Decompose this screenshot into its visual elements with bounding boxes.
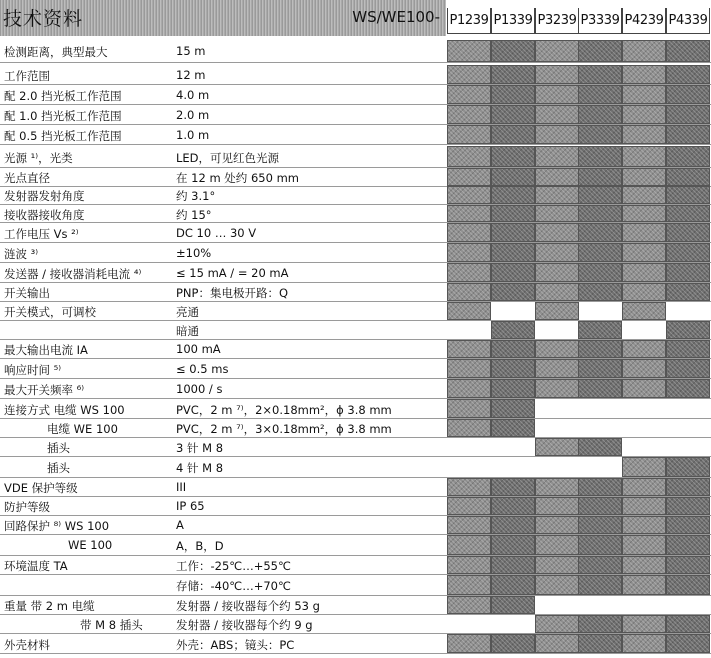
spec-value: 1000 / s xyxy=(176,382,223,396)
spec-value: PVC，2 m ⁷⁾，2×0.18mm²，ϕ 3.8 mm xyxy=(176,403,392,417)
applicability-cell-p4239 xyxy=(622,146,666,167)
spec-label: 最大开关频率 ⁶⁾ xyxy=(4,383,85,397)
spec-value: 发射器 / 接收器每个约 9 g xyxy=(176,618,313,632)
applicability-cell-p4339 xyxy=(666,125,710,144)
applicability-cell-p3239 xyxy=(535,516,579,534)
applicability-cell-p3239 xyxy=(535,438,579,456)
spec-label: 光源 ¹⁾，光类 xyxy=(4,151,73,165)
applicability-cell-p3239 xyxy=(535,359,579,378)
applicability-cell-p3339 xyxy=(578,340,622,358)
applicability-cell-p3239 xyxy=(535,497,579,515)
applicability-cell-p1339 xyxy=(491,399,535,418)
model-header-p1239: P1239 xyxy=(447,8,491,34)
applicability-cell-p4239 xyxy=(622,283,666,301)
spec-label: 带 M 8 插头 xyxy=(80,618,143,632)
applicability-cell-p1339 xyxy=(491,168,535,186)
spec-label: 回路保护 ⁸⁾ WS 100 xyxy=(4,519,110,533)
applicability-cell-p1239 xyxy=(447,516,491,534)
applicability-cell-p4239 xyxy=(622,340,666,358)
applicability-cell-p3239 xyxy=(535,615,579,633)
spec-value: 2.0 m xyxy=(176,108,210,122)
applicability-cell-p1239 xyxy=(447,399,491,418)
spec-label: 光点直径 xyxy=(4,171,50,185)
applicability-cell-p1239 xyxy=(447,146,491,167)
applicability-cell-p3339 xyxy=(578,105,622,124)
spec-value: 工作：-25℃…+55℃ xyxy=(176,559,291,573)
spec-value: 约 15° xyxy=(176,208,212,222)
applicability-cell-p3339 xyxy=(578,321,622,339)
applicability-cell-p1239 xyxy=(447,634,491,653)
applicability-cell-p1339 xyxy=(491,243,535,262)
row-divider xyxy=(0,301,711,302)
applicability-cell-p3239 xyxy=(535,146,579,167)
applicability-cell-p1239 xyxy=(447,340,491,358)
applicability-cell-p3339 xyxy=(578,125,622,144)
spec-value: 3 针 M 8 xyxy=(176,441,224,455)
applicability-cell-p3339 xyxy=(578,478,622,496)
applicability-cell-p1339 xyxy=(491,556,535,574)
spec-value: 12 m xyxy=(176,68,206,82)
applicability-cell-p3239 xyxy=(535,535,579,555)
applicability-cell-p4339 xyxy=(666,40,710,62)
spec-value: 4 针 M 8 xyxy=(176,461,224,475)
applicability-cell-p3239 xyxy=(535,223,579,242)
applicability-cell-p3239 xyxy=(535,105,579,124)
applicability-cell-p1339 xyxy=(491,321,535,339)
applicability-cell-p1239 xyxy=(447,263,491,282)
spec-label: 响应时间 ⁵⁾ xyxy=(4,363,62,377)
applicability-cell-p3339 xyxy=(578,40,622,62)
applicability-cell-p4239 xyxy=(622,65,666,84)
spec-label: 配 2.0 挡光板工作范围 xyxy=(4,89,122,103)
applicability-cell-p3239 xyxy=(535,243,579,262)
applicability-cell-p1239 xyxy=(447,478,491,496)
model-header-p4339: P4339 xyxy=(666,8,710,34)
applicability-cell-p1339 xyxy=(491,516,535,534)
spec-label: 配 0.5 挡光板工作范围 xyxy=(4,129,122,143)
spec-value: 约 3.1° xyxy=(176,189,216,203)
spec-value: 亮通 xyxy=(176,305,199,319)
spec-label: 最大输出电流 IA xyxy=(4,343,88,357)
spec-label: 插头 xyxy=(47,441,70,455)
row-divider xyxy=(0,418,711,419)
applicability-cell-p4239 xyxy=(622,457,666,477)
applicability-cell-p3339 xyxy=(578,85,622,104)
applicability-cell-p4239 xyxy=(622,497,666,515)
applicability-cell-p1239 xyxy=(447,223,491,242)
applicability-cell-p1339 xyxy=(491,85,535,104)
applicability-cell-p1239 xyxy=(447,497,491,515)
applicability-cell-p1239 xyxy=(447,283,491,301)
applicability-cell-p1239 xyxy=(447,65,491,84)
applicability-cell-p3339 xyxy=(578,516,622,534)
applicability-cell-p4339 xyxy=(666,105,710,124)
spec-value: 在 12 m 处约 650 mm xyxy=(176,171,299,185)
applicability-cell-p1339 xyxy=(491,497,535,515)
applicability-cell-p4339 xyxy=(666,223,710,242)
model-prefix: WS/WE100- xyxy=(352,8,440,26)
applicability-cell-p1339 xyxy=(491,419,535,437)
applicability-cell-p3339 xyxy=(578,556,622,574)
spec-value: A xyxy=(176,518,184,532)
applicability-cell-p3339 xyxy=(578,146,622,167)
applicability-cell-p3239 xyxy=(535,556,579,574)
applicability-cell-p3339 xyxy=(578,243,622,262)
applicability-cell-p3339 xyxy=(578,615,622,633)
applicability-cell-p3339 xyxy=(578,65,622,84)
applicability-cell-p4239 xyxy=(622,575,666,595)
applicability-cell-p4239 xyxy=(622,243,666,262)
applicability-cell-p4339 xyxy=(666,243,710,262)
applicability-cell-p4339 xyxy=(666,168,710,186)
spec-value: ±10% xyxy=(176,246,212,260)
spec-label: 外壳材料 xyxy=(4,638,50,652)
spec-value: ≤ 0.5 ms xyxy=(176,362,229,376)
applicability-cell-p3239 xyxy=(535,40,579,62)
applicability-cell-p1239 xyxy=(447,186,491,204)
applicability-cell-p4239 xyxy=(622,634,666,653)
applicability-cell-p1339 xyxy=(491,283,535,301)
applicability-cell-p4339 xyxy=(666,497,710,515)
applicability-cell-p4339 xyxy=(666,556,710,574)
spec-value: 暗通 xyxy=(176,324,199,338)
spec-label: 连接方式 电缆 WS 100 xyxy=(4,403,125,417)
applicability-cell-p3339 xyxy=(578,438,622,456)
applicability-cell-p4339 xyxy=(666,535,710,555)
applicability-cell-p4339 xyxy=(666,359,710,378)
spec-value: 100 mA xyxy=(176,342,221,356)
spec-label: 检测距离，典型最大 xyxy=(4,45,108,59)
spec-label: 开关模式，可调校 xyxy=(4,305,96,319)
applicability-cell-p4239 xyxy=(622,615,666,633)
spec-label: 插头 xyxy=(47,461,70,475)
applicability-cell-p3239 xyxy=(535,125,579,144)
applicability-cell-p1239 xyxy=(447,359,491,378)
applicability-cell-p3339 xyxy=(578,575,622,595)
applicability-cell-p1339 xyxy=(491,40,535,62)
spec-value: DC 10 … 30 V xyxy=(176,226,257,240)
applicability-cell-p3239 xyxy=(535,575,579,595)
spec-label: 配 1.0 挡光板工作范围 xyxy=(4,109,122,123)
applicability-cell-p4239 xyxy=(622,556,666,574)
applicability-cell-p3239 xyxy=(535,263,579,282)
model-header-p3339: P3339 xyxy=(578,8,622,34)
applicability-cell-p3339 xyxy=(578,634,622,653)
applicability-cell-p4339 xyxy=(666,615,710,633)
applicability-cell-p1239 xyxy=(447,302,491,320)
applicability-cell-p1339 xyxy=(491,340,535,358)
spec-value: PVC，2 m ⁷⁾，3×0.18mm²，ϕ 3.8 mm xyxy=(176,422,392,436)
applicability-cell-p1339 xyxy=(491,575,535,595)
applicability-cell-p4239 xyxy=(622,263,666,282)
spec-label: 重量 带 2 m 电缆 xyxy=(4,599,95,613)
applicability-cell-p1239 xyxy=(447,596,491,614)
applicability-cell-p1339 xyxy=(491,186,535,204)
applicability-cell-p3339 xyxy=(578,168,622,186)
applicability-cell-p3239 xyxy=(535,340,579,358)
applicability-cell-p4339 xyxy=(666,263,710,282)
applicability-cell-p1339 xyxy=(491,65,535,84)
spec-label: 发送器 / 接收器消耗电流 ⁴⁾ xyxy=(4,267,142,281)
applicability-cell-p1239 xyxy=(447,40,491,62)
applicability-cell-p3239 xyxy=(535,85,579,104)
row-divider xyxy=(0,653,711,654)
spec-label: 电缆 WE 100 xyxy=(47,422,118,436)
spec-label: 防护等级 xyxy=(4,500,50,514)
applicability-cell-p4239 xyxy=(622,359,666,378)
applicability-cell-p1339 xyxy=(491,205,535,222)
spec-label: WE 100 xyxy=(68,538,113,552)
applicability-cell-p1339 xyxy=(491,223,535,242)
applicability-cell-p3239 xyxy=(535,186,579,204)
applicability-cell-p4239 xyxy=(622,40,666,62)
applicability-cell-p1239 xyxy=(447,243,491,262)
applicability-cell-p3339 xyxy=(578,186,622,204)
spec-label: 工作范围 xyxy=(4,69,50,83)
applicability-cell-p4239 xyxy=(622,302,666,320)
applicability-cell-p1339 xyxy=(491,125,535,144)
applicability-cell-p4339 xyxy=(666,457,710,477)
applicability-cell-p3339 xyxy=(578,497,622,515)
applicability-cell-p4339 xyxy=(666,478,710,496)
spec-label: VDE 保护等级 xyxy=(4,481,78,495)
applicability-cell-p3239 xyxy=(535,634,579,653)
applicability-cell-p4239 xyxy=(622,516,666,534)
applicability-cell-p1239 xyxy=(447,85,491,104)
applicability-cell-p4239 xyxy=(622,125,666,144)
applicability-cell-p4339 xyxy=(666,340,710,358)
spec-label: 发射器发射角度 xyxy=(4,189,85,203)
applicability-cell-p1239 xyxy=(447,556,491,574)
row-divider xyxy=(0,144,711,145)
applicability-cell-p4239 xyxy=(622,168,666,186)
spec-label: 开关输出 xyxy=(4,286,50,300)
applicability-cell-p1339 xyxy=(491,379,535,398)
model-header-p1339: P1339 xyxy=(491,8,535,34)
spec-value: LED，可见红色光源 xyxy=(176,151,280,165)
spec-value: IP 65 xyxy=(176,499,205,513)
page-title: 技术资料 xyxy=(3,8,84,30)
applicability-cell-p3239 xyxy=(535,168,579,186)
applicability-cell-p4239 xyxy=(622,186,666,204)
applicability-cell-p3339 xyxy=(578,283,622,301)
applicability-cell-p1339 xyxy=(491,478,535,496)
applicability-cell-p4239 xyxy=(622,205,666,222)
spec-label: 工作电压 Vs ²⁾ xyxy=(4,227,79,241)
applicability-cell-p1239 xyxy=(447,125,491,144)
row-divider xyxy=(0,62,711,63)
spec-value: 发射器 / 接收器每个约 53 g xyxy=(176,599,320,613)
spec-label: 环境温度 TA xyxy=(4,559,68,573)
applicability-cell-p4339 xyxy=(666,85,710,104)
applicability-cell-p1239 xyxy=(447,535,491,555)
applicability-cell-p4339 xyxy=(666,575,710,595)
applicability-cell-p1339 xyxy=(491,359,535,378)
spec-label: 涟波 ³⁾ xyxy=(4,247,39,261)
applicability-cell-p1239 xyxy=(447,419,491,437)
applicability-cell-p1339 xyxy=(491,596,535,614)
applicability-cell-p4339 xyxy=(666,146,710,167)
applicability-cell-p3339 xyxy=(578,535,622,555)
header-band xyxy=(0,0,446,36)
applicability-cell-p3339 xyxy=(578,379,622,398)
applicability-cell-p3239 xyxy=(535,65,579,84)
applicability-cell-p4239 xyxy=(622,379,666,398)
applicability-cell-p1239 xyxy=(447,205,491,222)
applicability-cell-p3339 xyxy=(578,359,622,378)
applicability-cell-p4339 xyxy=(666,205,710,222)
spec-value: 1.0 m xyxy=(176,128,210,142)
applicability-cell-p3239 xyxy=(535,379,579,398)
spec-value: 存储：-40℃…+70℃ xyxy=(176,579,291,593)
applicability-cell-p4239 xyxy=(622,85,666,104)
spec-value: 4.0 m xyxy=(176,88,210,102)
model-header-p4239: P4239 xyxy=(622,8,666,34)
row-divider xyxy=(0,456,711,457)
applicability-cell-p4239 xyxy=(622,535,666,555)
applicability-cell-p3339 xyxy=(578,205,622,222)
applicability-cell-p4339 xyxy=(666,65,710,84)
applicability-cell-p1339 xyxy=(491,263,535,282)
applicability-cell-p3239 xyxy=(535,302,579,320)
applicability-cell-p4339 xyxy=(666,634,710,653)
applicability-cell-p4339 xyxy=(666,186,710,204)
applicability-cell-p1239 xyxy=(447,575,491,595)
spec-value: 15 m xyxy=(176,44,206,58)
applicability-cell-p3239 xyxy=(535,205,579,222)
row-divider xyxy=(0,398,711,399)
row-divider xyxy=(0,595,711,596)
applicability-cell-p4339 xyxy=(666,516,710,534)
spec-label: 接收器接收角度 xyxy=(4,208,85,222)
spec-value: ≤ 15 mA / = 20 mA xyxy=(176,266,289,280)
applicability-cell-p3239 xyxy=(535,478,579,496)
applicability-cell-p4239 xyxy=(622,223,666,242)
spec-value: III xyxy=(176,480,187,494)
spec-value: PNP：集电极开路：Q xyxy=(176,286,289,300)
applicability-cell-p4339 xyxy=(666,321,710,339)
applicability-cell-p4339 xyxy=(666,283,710,301)
applicability-cell-p4339 xyxy=(666,379,710,398)
applicability-cell-p1339 xyxy=(491,535,535,555)
applicability-cell-p3339 xyxy=(578,223,622,242)
applicability-cell-p1339 xyxy=(491,146,535,167)
applicability-cell-p1339 xyxy=(491,105,535,124)
applicability-cell-p1239 xyxy=(447,168,491,186)
model-header-p3239: P3239 xyxy=(535,8,579,34)
applicability-cell-p1239 xyxy=(447,105,491,124)
applicability-cell-p4239 xyxy=(622,478,666,496)
spec-value: A，B，D xyxy=(176,539,224,553)
applicability-cell-p4239 xyxy=(622,105,666,124)
spec-value: 外壳：ABS；镜头：PC xyxy=(176,638,295,652)
applicability-cell-p1339 xyxy=(491,634,535,653)
applicability-cell-p1239 xyxy=(447,379,491,398)
applicability-cell-p3239 xyxy=(535,283,579,301)
applicability-cell-p3339 xyxy=(578,263,622,282)
